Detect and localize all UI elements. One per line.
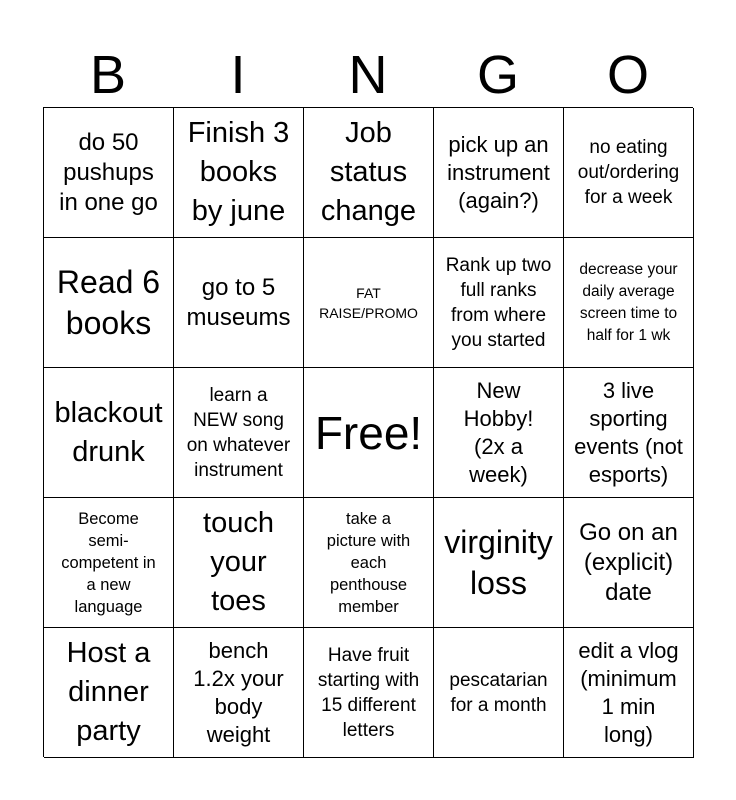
- cell-text: Rank up two full ranks from where you started: [445, 254, 552, 351]
- bingo-cell[interactable]: [44, 628, 174, 758]
- bingo-cell[interactable]: [174, 498, 304, 628]
- cell-text: no eating out/ordering for a week: [577, 137, 680, 208]
- cell-text: learn a NEW song on whatever instrument: [186, 384, 291, 481]
- bingo-cell[interactable]: [304, 108, 434, 238]
- free-space-cell[interactable]: [304, 368, 434, 498]
- cell-text: New Hobby! (2x a week): [463, 377, 534, 487]
- cell-text: 3 live sporting events (not esports): [574, 377, 683, 487]
- cell-text: Job status change: [320, 117, 417, 227]
- cell-text: FAT RAISE/PROMO: [319, 284, 418, 321]
- bingo-cell[interactable]: [304, 498, 434, 628]
- bingo-cell[interactable]: [44, 108, 174, 238]
- cell-text: take a picture with each penthouse member: [326, 509, 411, 616]
- bingo-grid: [43, 107, 693, 757]
- bingo-cell[interactable]: [434, 108, 564, 238]
- bingo-cell[interactable]: [564, 628, 694, 758]
- bingo-cell[interactable]: [304, 238, 434, 368]
- bingo-header: [43, 44, 693, 106]
- bingo-cell[interactable]: [564, 108, 694, 238]
- header-letter-b: B: [89, 45, 127, 105]
- bingo-cell[interactable]: [434, 368, 564, 498]
- bingo-cell[interactable]: [564, 368, 694, 498]
- cell-text: Go on an (explicit) date: [579, 518, 678, 606]
- cell-text: decrease your daily average screen time to half for 1 wk: [579, 260, 678, 344]
- cell-text: blackout drunk: [54, 396, 163, 468]
- bingo-cell[interactable]: [44, 238, 174, 368]
- cell-text: Have fruit starting with 15 different letters: [317, 644, 420, 741]
- cell-text: bench 1.2x your body weight: [193, 637, 284, 747]
- header-letter-g: G: [476, 45, 519, 105]
- cell-text: Read 6 books: [56, 263, 161, 341]
- bingo-cell[interactable]: [174, 628, 304, 758]
- bingo-cell[interactable]: [174, 108, 304, 238]
- cell-text: do 50 pushups in one go: [59, 128, 158, 216]
- cell-text: pescatarian for a month: [449, 669, 548, 716]
- bingo-cell[interactable]: [304, 628, 434, 758]
- cell-text: Finish 3 books by june: [187, 117, 290, 227]
- bingo-cell[interactable]: [434, 498, 564, 628]
- cell-text: Host a dinner party: [66, 637, 151, 747]
- bingo-cell[interactable]: [44, 368, 174, 498]
- bingo-cell[interactable]: [434, 238, 564, 368]
- bingo-cell[interactable]: [44, 498, 174, 628]
- cell-text: virginity loss: [444, 523, 553, 601]
- bingo-cell[interactable]: [174, 368, 304, 498]
- bingo-cell[interactable]: [564, 498, 694, 628]
- cell-text: go to 5 museums: [186, 273, 291, 331]
- cell-text: touch your toes: [203, 507, 274, 617]
- cell-text: Become semi- competent in a new language: [61, 509, 156, 616]
- cell-text: Free!: [314, 406, 423, 459]
- cell-text: edit a vlog (minimum 1 min long): [578, 637, 679, 747]
- header-letter-o: O: [606, 45, 649, 105]
- header-letter-n: N: [348, 45, 388, 105]
- bingo-cell[interactable]: [174, 238, 304, 368]
- header-letter-i: I: [230, 45, 246, 105]
- bingo-cell[interactable]: [434, 628, 564, 758]
- cell-text: pick up an instrument (again?): [447, 131, 550, 213]
- bingo-cell[interactable]: [564, 238, 694, 368]
